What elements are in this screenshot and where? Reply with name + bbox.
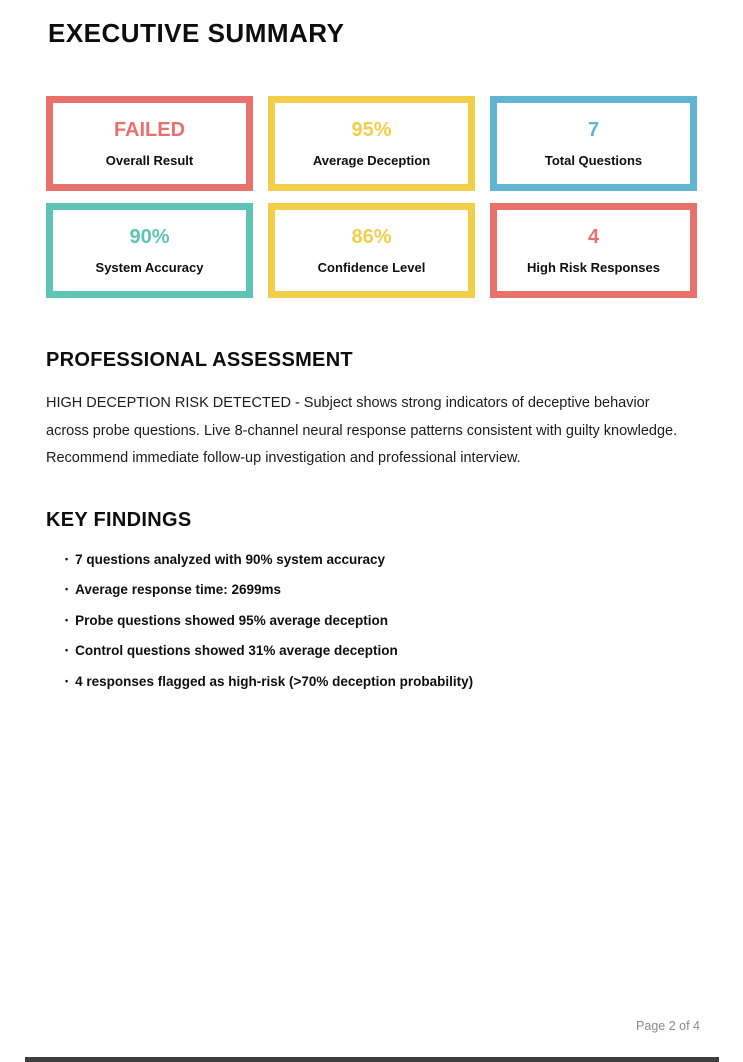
page-title: EXECUTIVE SUMMARY [48,18,345,48]
stat-card-label: System Accuracy [95,260,204,275]
report-page [0,18,743,689]
stat-cards-grid [46,96,697,298]
page-bottom-bar [25,1057,719,1062]
finding-text: 4 responses flagged as high-risk (>70% deception probability) [75,673,474,689]
bullet-glyph: • [65,675,69,686]
stat-card-value: 7 [587,119,600,141]
stat-card [490,203,697,298]
stat-card-label: Confidence Level [317,260,426,275]
stat-card-value: 4 [587,226,600,248]
stat-card-value: 90% [129,226,170,248]
finding-item [65,552,697,567]
stat-card-label: Overall Result [105,153,194,168]
assessment-body: HIGH DECEPTION RISK DETECTED - Subject shows strong indicators of deceptive behavior across probe questions. Live 8-channel neural response patterns consistent with guilty knowledge. Recommend immediate follow-up investigation and professional interview. [46,395,678,466]
bullet-glyph: • [65,553,69,564]
finding-text: Control questions showed 31% average deception [75,643,398,658]
bullet-glyph: • [65,614,69,625]
stat-card [268,96,475,191]
stat-card-value: 95% [351,119,392,141]
stat-card [268,203,475,298]
assessment-heading: PROFESSIONAL ASSESSMENT [46,349,353,371]
stat-card-label: Average Deception [312,153,431,168]
finding-item [65,582,697,597]
finding-text: 7 questions analyzed with 90% system accuracy [75,551,386,567]
stat-card-value: 86% [351,226,392,248]
finding-text: Average response time: 2699ms [75,582,282,597]
page-number: Page 2 of 4 [636,1019,700,1033]
findings-list [46,552,697,689]
stat-card-label: High Risk Responses [527,260,660,275]
stat-card [46,96,253,191]
stat-card-label: Total Questions [544,153,643,168]
stat-card-value: FAILED [113,119,186,141]
findings-heading: KEY FINDINGS [46,508,192,531]
stat-card [46,203,253,298]
finding-item [65,643,697,658]
stat-card [490,96,697,191]
finding-text: Probe questions showed 95% average deception [75,612,388,628]
bullet-glyph: • [65,584,69,594]
bullet-glyph: • [65,645,69,655]
finding-item [65,674,697,689]
finding-item [65,613,697,628]
